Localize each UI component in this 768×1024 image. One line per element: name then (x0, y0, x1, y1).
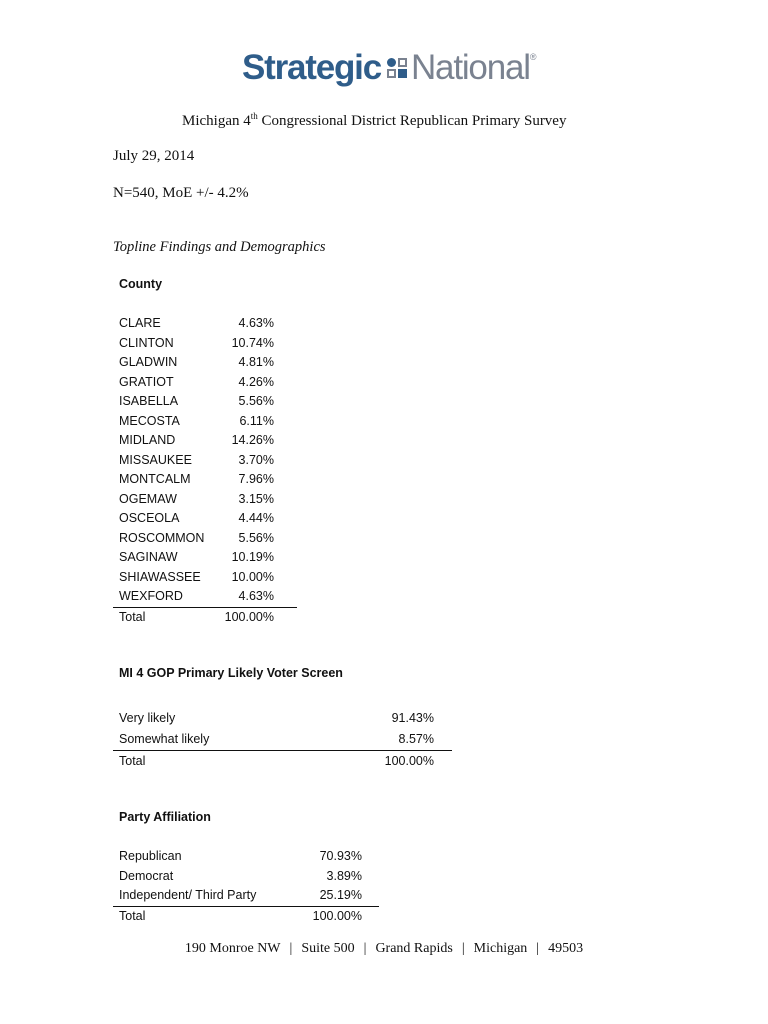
logo-word-national: National (410, 48, 530, 87)
table-row (113, 353, 297, 373)
table-row (113, 470, 297, 490)
row-label: ISABELLA (119, 394, 179, 408)
table-row (113, 847, 379, 867)
table-row (113, 729, 452, 750)
sample-size: N=540, MoE +/- 4.2% (113, 185, 249, 201)
row-value: 3.70% (238, 452, 274, 467)
address-part: 190 Monroe NW (184, 941, 281, 956)
logo-grid-icon (387, 58, 407, 78)
row-label: MISSAUKEE (119, 452, 192, 467)
table-row (113, 509, 297, 529)
county-heading: County (119, 277, 163, 291)
row-label: Total (119, 609, 146, 624)
row-value: 4.63% (238, 589, 274, 603)
total-row (113, 750, 452, 772)
row-value: 4.63% (238, 316, 274, 330)
party-heading: Party Affiliation (119, 810, 211, 824)
row-label: MIDLAND (119, 433, 176, 447)
row-value: 91.43% (391, 711, 434, 725)
row-label: MONTCALM (119, 472, 191, 486)
footer-address (0, 941, 768, 957)
survey-title: Michigan 4th Congressional District Republican Primary Survey (182, 111, 567, 129)
likely-voter-table (113, 708, 452, 772)
row-value: 100.00% (384, 754, 434, 768)
row-label: GRATIOT (119, 374, 174, 389)
row-label: OGEMAW (119, 491, 177, 506)
row-value: 4.26% (238, 374, 274, 389)
row-label: WEXFORD (119, 589, 183, 603)
table-row (113, 334, 297, 354)
total-row (113, 607, 297, 628)
separator: | (289, 941, 293, 956)
row-label: SHIAWASSEE (119, 569, 201, 584)
row-value: 3.89% (326, 868, 362, 883)
row-value: 4.44% (238, 511, 274, 525)
address-part: Grand Rapids (375, 941, 453, 956)
separator: | (363, 941, 367, 956)
table-row (113, 314, 297, 334)
row-label: SAGINAW (119, 550, 178, 564)
table-row (113, 568, 297, 588)
row-label: ROSCOMMON (119, 530, 205, 545)
row-value: 10.74% (231, 335, 274, 350)
table-row (113, 392, 297, 412)
registered-mark: ® (529, 52, 536, 62)
party-table (113, 847, 379, 926)
row-value: 14.26% (231, 433, 274, 447)
table-row (113, 886, 379, 906)
row-value: 100.00% (224, 609, 274, 624)
row-value: 25.19% (319, 888, 362, 902)
table-row (113, 431, 297, 451)
row-value: 100.00% (312, 908, 362, 923)
table-row (113, 548, 297, 568)
logo-word-strategic: Strategic (242, 48, 381, 87)
table-row (113, 373, 297, 393)
table-row (113, 529, 297, 549)
separator: | (536, 941, 540, 956)
separator: | (461, 941, 465, 956)
row-label: Democrat (119, 868, 174, 883)
row-value: 5.56% (238, 530, 274, 545)
row-value: 3.15% (238, 491, 274, 506)
address-part: 49503 (548, 941, 584, 956)
row-label: Independent/ Third Party (119, 888, 257, 902)
total-row (113, 906, 379, 927)
survey-date: July 29, 2014 (113, 148, 195, 164)
row-label: Republican (119, 849, 182, 863)
row-label: Somewhat likely (119, 732, 210, 746)
table-row (113, 867, 379, 887)
table-row (113, 451, 297, 471)
row-label: CLARE (119, 316, 161, 330)
row-value: 4.81% (238, 355, 274, 369)
table-row (113, 708, 452, 729)
address-part: Michigan (473, 941, 528, 956)
row-label: Total (119, 754, 146, 768)
likely-voter-heading: MI 4 GOP Primary Likely Voter Screen (119, 666, 343, 680)
table-row (113, 412, 297, 432)
address-part: Suite 500 (301, 941, 355, 956)
strategic-national-logo (242, 46, 535, 90)
row-value: 10.19% (231, 550, 274, 564)
row-value: 6.11% (239, 413, 274, 428)
county-table (113, 314, 297, 627)
row-value: 8.57% (398, 732, 434, 746)
row-label: Very likely (119, 711, 176, 725)
table-row (113, 587, 297, 607)
row-label: GLADWIN (119, 355, 178, 369)
row-value: 10.00% (231, 569, 274, 584)
row-label: MECOSTA (119, 413, 180, 428)
row-label: OSCEOLA (119, 511, 180, 525)
row-label: CLINTON (119, 335, 174, 350)
row-value: 7.96% (238, 472, 274, 486)
section-title: Topline Findings and Demographics (113, 239, 326, 255)
table-row (113, 490, 297, 510)
row-label: Total (119, 908, 146, 923)
row-value: 5.56% (238, 394, 274, 408)
row-value: 70.93% (319, 849, 362, 863)
